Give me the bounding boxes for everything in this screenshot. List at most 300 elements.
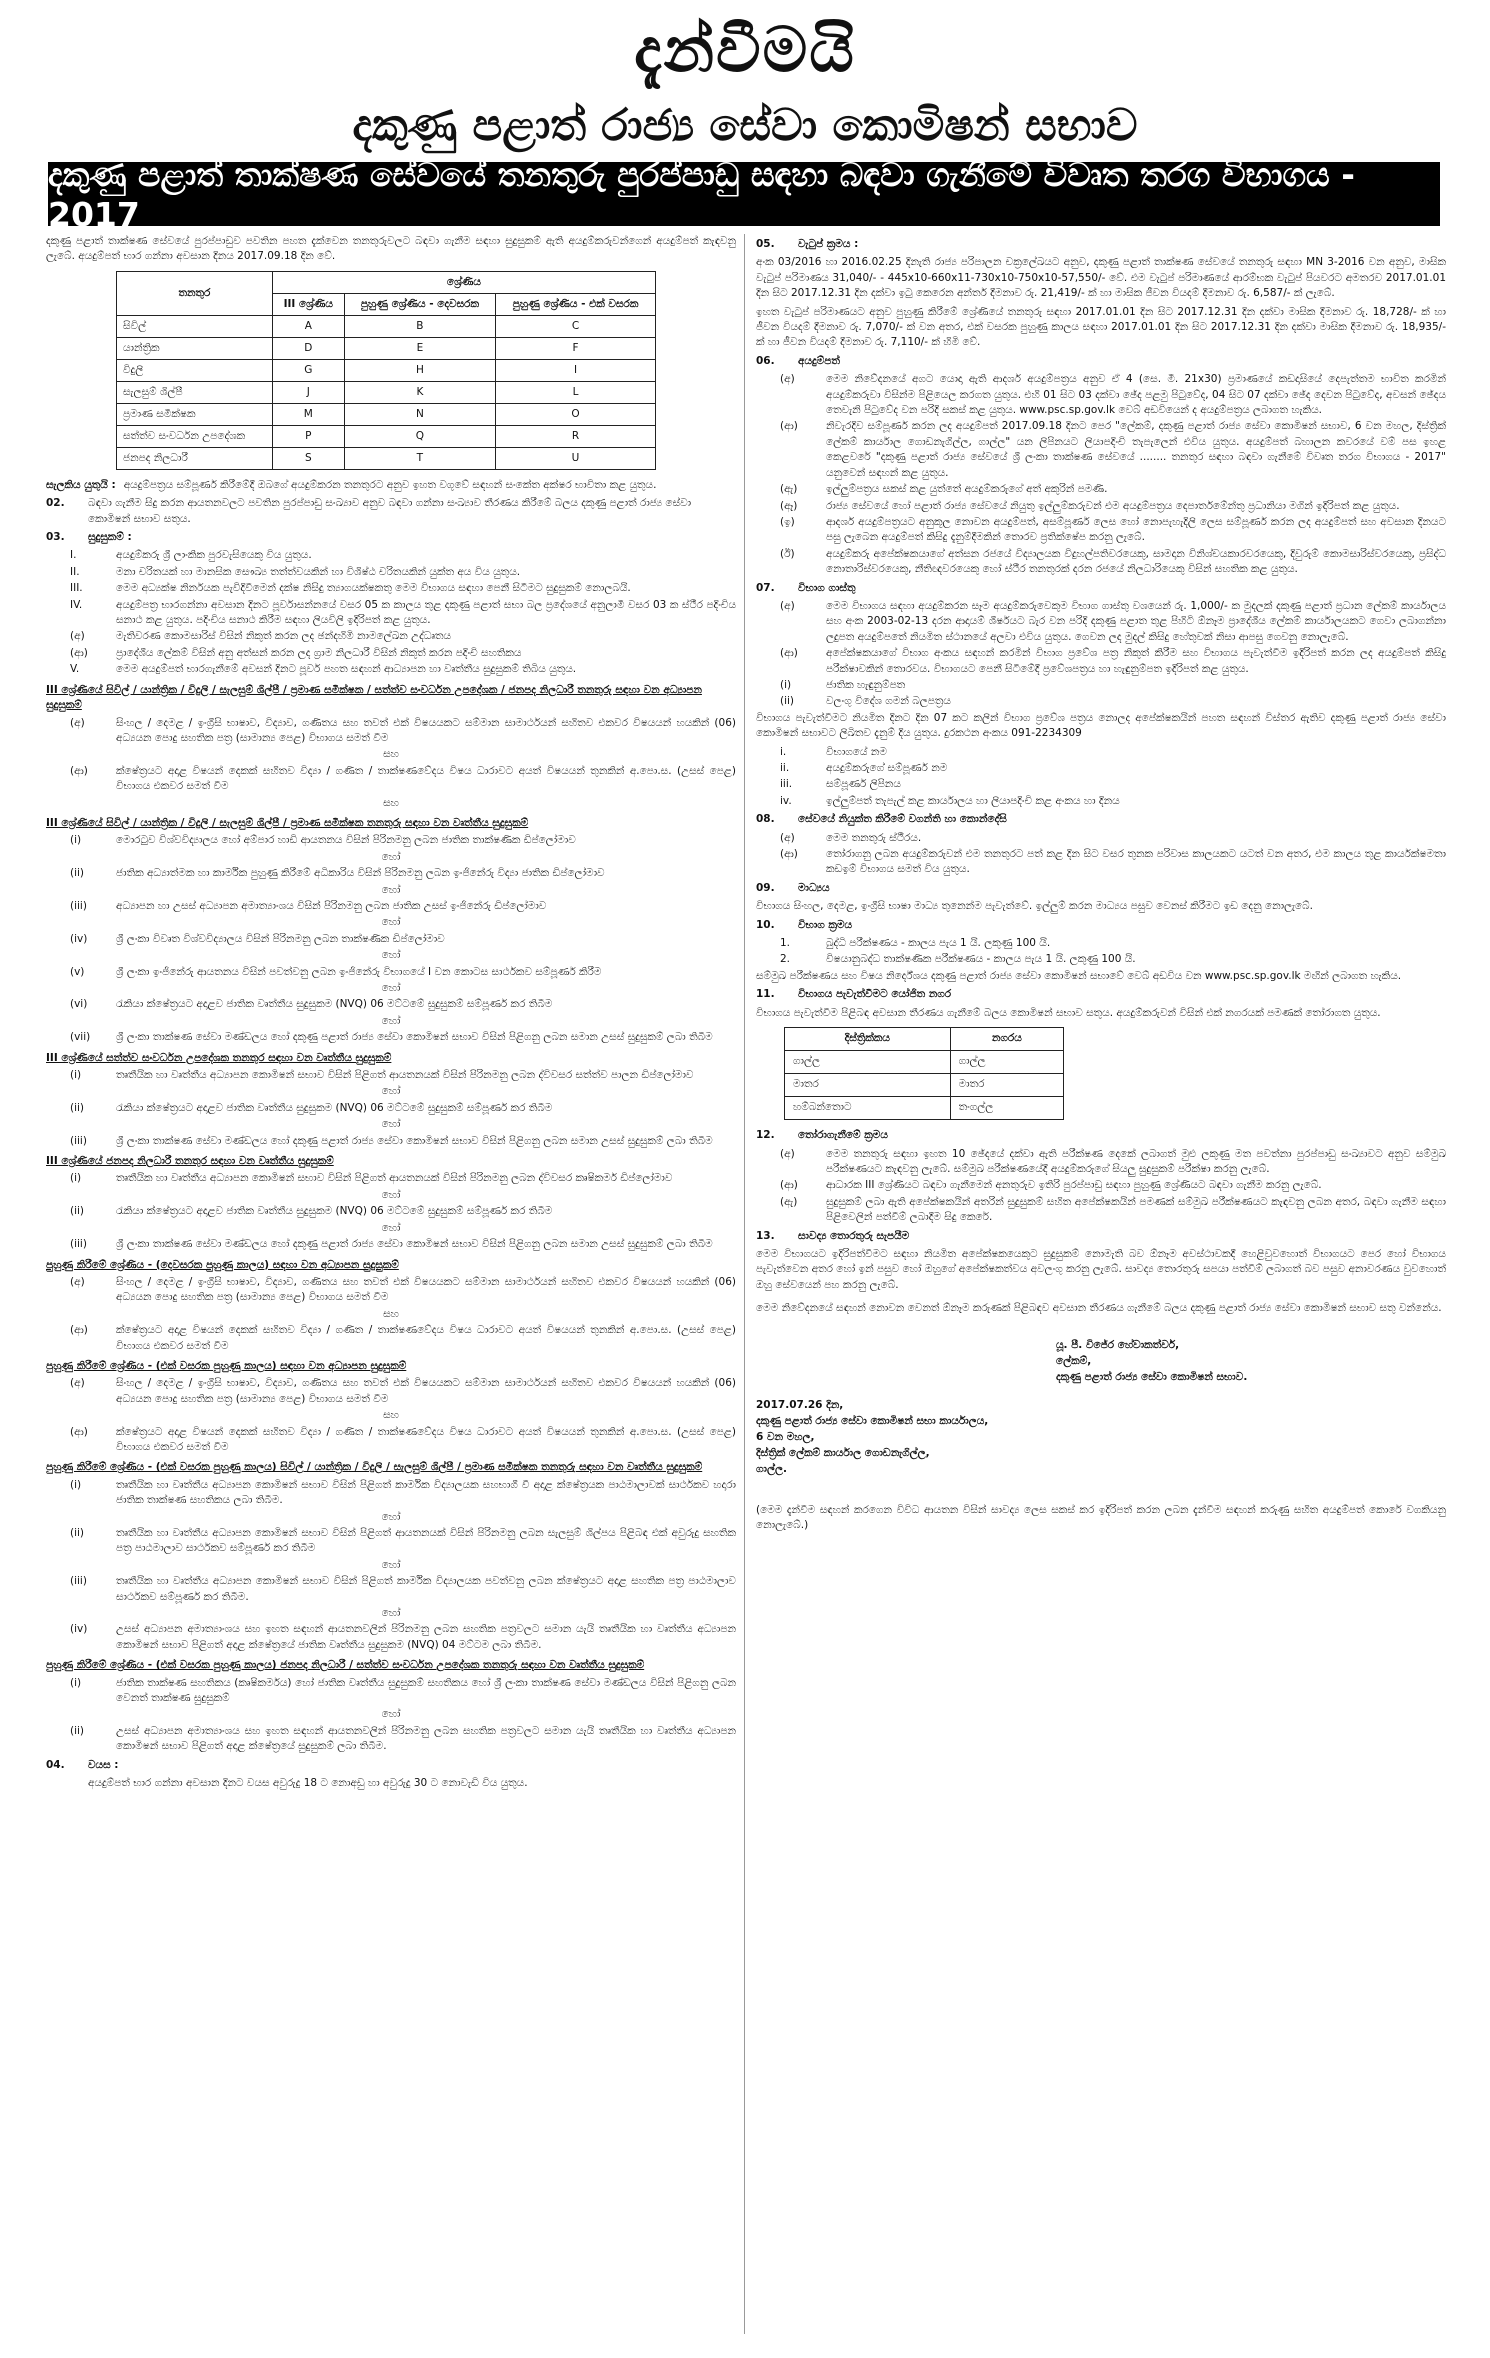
item-label: (අ) xyxy=(70,716,85,729)
grade-code-cell: R xyxy=(496,425,656,447)
exam-method-text: සම්මුඛ පරීක්ෂණය සහ විෂය නිර්දේශය දකුණු පළාත් රාජ්‍ය සේවා කොමිෂන් සභාවේ වෙබ් අඩවිය වන www.psc.sp.gov.lk මඟින් ලබාගත හැකිය. xyxy=(756,969,1402,982)
organization-title: දකුණු පළාත් රාජ්‍ය සේවා කොමිෂන් සභාව xyxy=(352,100,1138,151)
item-label: (vi) xyxy=(70,998,88,1011)
item-text: වලංගු විදේශ ගමන් බලපත්‍රය xyxy=(826,695,951,708)
section-13-number: 13. xyxy=(756,1229,775,1242)
grade-code-cell: C xyxy=(496,315,656,337)
item-text: විභාගයේ නම xyxy=(826,745,887,758)
list-item xyxy=(70,932,736,947)
section-03 xyxy=(46,530,736,545)
city-cell: තංගල්ල xyxy=(950,1097,1063,1120)
item-text: මෙම නිවේදනයේ අගට යොදා ඇති ආදර්ශ අයදුම්පත්‍රය අනුව ඒ 4 (සෙ. මී. 21x30) ප්‍රමාණයේ කඩදාසියේ දෙපැත්තම භාවිත කරමින් අයදුම්කරුවා විසින්ම පිළියෙල කරගත යුතුය. එහි 01 සිට 03 දක්වා ඡේද පළමු පිටුවේද, 04 සිට 07 දක්වා ඡේද දෙවන පිටුවේද, අවසන් ඡේදය තෙවැනි පිටුවේද වන පරිදි සකස් කළ යුතුය. www.psc.sp.gov.lk වෙබ් අඩවියෙන් ද අයදුම්පත්‍රය ලබාගත හැකිය. xyxy=(826,373,1446,417)
item-label: (i) xyxy=(70,1478,82,1491)
connector-word: හෝ xyxy=(381,949,401,962)
footnote: (මෙම දැන්වීම සඳහන් කරගෙන විවිධ ආයතන විසින් සාවද්‍ය ලෙස සකස් කර ඉදිරිපත් කරන ලබන දැන්වීම සඳහන් කරුණු සහිත අයදුම්පත් කොරේ වගකියනු නොලැබේ.) xyxy=(756,1503,1446,1531)
grade-code-cell: A xyxy=(272,315,344,337)
heading-h: පුහුණු කිරීමේ ශ්‍රේණිය - (එක් වසරක පුහුණු කාලය) ජනපද නිලධාරී / සත්ත්ව සංවර්ධන උපදේශක තනතුරු සඳහා වන වෘත්තීය සුදුසුකම් xyxy=(46,1659,645,1672)
item-text: බුද්ධි පරීක්ෂණය - කාලය පැය 1 යි. ලකුණු 100 යි. xyxy=(826,937,1051,950)
section-04-title: වයස : xyxy=(88,1758,119,1771)
connector-word: හෝ xyxy=(381,1708,401,1721)
connector-word: සහ xyxy=(383,1307,399,1320)
salary-paragraph-1: අංක 03/2016 හා 2016.02.25 දිනැති රාජ්‍ය පරිපාලන චක්‍රලේඛයට අනුව, දකුණු පළාත් තාක්ෂණ සේවයේ තනතුරු සඳහා MN 3-2016 වන අනුව, මාසික වැටුප් පරිමාණය 31,040/- - 445x10-660x11-730x10-750x10-57,550/- වේ. එම වැටුප් පරිමාණයේ ආරම්භක වැටුප් පියවරට අමතරව 2017.01.01 දින සිට 2017.12.31 දින දක්වා ඉටු කෙරෙන අන්තර් දීමනාව රු. 21,419/- ක් හා මාසික ජීවන වියදම් දීමනාව රු. 6,587/- ක් ලැබේ. xyxy=(756,256,1446,300)
item-text: තෘතීයික හා වෘත්තීය අධ්‍යාපන කොමිෂන් සභාව විසින් පිළිගත් කාර්මික විද්‍යාලයක සහභාගී වී අදාළ ක්ෂේත්‍රයක පාඨමාලාවක් සාර්ථකව හදාරා ජාතික තාක්ෂණ සහතිකය ලබා තිබීම. xyxy=(116,1478,736,1507)
signatory-org: දකුණු පළාත් රාජ්‍ය සේවා කොමිෂන් සභාව. xyxy=(1056,1370,1248,1383)
item-text: රැකියා ක්ෂේත්‍රයට අදාළව ජාතික වෘත්තීය සුදුසුකම (NVQ) 06 මට්ටමේ සුදුසුකම් සම්පූර්ණ කර තිබීම xyxy=(116,1205,553,1218)
list-b xyxy=(46,833,736,1045)
post-cell: සිවිල් xyxy=(117,315,273,337)
grade-row xyxy=(117,315,656,337)
item-label: i. xyxy=(780,745,787,758)
item-label: (ii) xyxy=(70,867,85,880)
list-item xyxy=(70,1478,736,1509)
connector-word: හෝ xyxy=(381,1085,401,1098)
list-item xyxy=(780,745,1446,760)
item-text: ක්ෂේත්‍රයට අදාළ විෂයන් දෙකක් සහිතව විද්‍යා / ගණිත / තාක්ෂණවේදය විෂය ධාරාවට අයත් විෂයයන් තුනකින් අ.පො.ස. (උසස් පෙළ) විභාගය එකවර සමත් වීම xyxy=(116,1425,736,1453)
list-item xyxy=(780,1178,1446,1193)
closing-text: මෙම නිවේදනයේ සඳහන් නොවන වෙනත් ඕනෑම කරුණක් පිළිබඳව අවසාන තීරණය ගැනීමේ බලය දකුණු පළාත් රාජ්‍ය සේවා කොමිෂන් සභාව සතු වන්නේය. xyxy=(756,1302,1442,1315)
district-cell: හම්බන්තොට xyxy=(785,1097,951,1120)
list-item xyxy=(70,581,736,596)
list-h xyxy=(46,1676,736,1755)
item-label: III. xyxy=(70,582,83,595)
district-cell: ගාල්ල xyxy=(785,1051,951,1074)
grade-row xyxy=(117,359,656,381)
item-text: විෂයානුබද්ධ තාක්ෂණික පරීක්ෂණය - කාලය පැය 1 යි. ලකුණු 100 යි. xyxy=(826,953,1136,966)
grade-code-cell: U xyxy=(496,447,656,469)
selection-list xyxy=(756,1147,1446,1226)
grade-code-cell: H xyxy=(344,359,495,381)
item-label: (ii) xyxy=(70,1724,85,1737)
item-text: මනා චරිතයක් හා මානසික සෞඛ්‍ය තත්ත්වයකින් හා විශිෂ්ඨ චරිතයකින් යුක්ත අය විය යුතුය. xyxy=(116,565,521,578)
list-item xyxy=(70,1275,736,1306)
section-07-title: විභාග ගාස්තු xyxy=(798,581,856,594)
grade-code-cell: L xyxy=(496,381,656,403)
grade-col-1: III ශ්‍රේණිය xyxy=(272,293,344,315)
masthead xyxy=(0,0,1490,156)
item-label: (ii) xyxy=(780,695,795,708)
list-item xyxy=(70,1030,736,1045)
item-label: (ආ) xyxy=(780,1179,798,1192)
list-item xyxy=(780,547,1446,578)
item-text: අයදුම්පත්‍ර භාරගන්නා අවසාන දිනට පූර්වාසන්නයේ වසර 05 ක කාලය තුළ දකුණු පළාත් සභා බල ප්‍රදේශයේ අනුලාමී වසර 03 ක ස්ථීර පදිංචිය සනාථ කළ යුතුය. පදිංචිය සනාථ කිරීම සඳහා ලියවිලි ඉදිරිපත් කළ යුතුය. xyxy=(116,598,736,627)
item-label: II. xyxy=(70,565,80,578)
grade-group-header: ශ්‍රේණිය xyxy=(272,271,655,293)
item-label: (ඇ) xyxy=(780,483,798,496)
list-item xyxy=(780,694,1446,709)
list-item xyxy=(70,965,736,980)
connector-word: හෝ xyxy=(381,1607,401,1620)
item-text: අයදුම්කරුගේ සම්පූර්ණ නම xyxy=(826,762,948,774)
post-cell: ප්‍රමාණ සමීක්ෂක xyxy=(117,403,273,425)
conditions-list xyxy=(756,831,1446,878)
connector-word: සහ xyxy=(383,1409,399,1422)
item-label: (ආ) xyxy=(780,848,798,861)
section-11 xyxy=(756,987,1446,1002)
column-divider xyxy=(744,234,745,2334)
grade-code-cell: O xyxy=(496,403,656,425)
list-item xyxy=(780,1147,1446,1178)
list-e xyxy=(46,1275,736,1354)
item-label: (අ) xyxy=(780,1147,795,1160)
item-text: තෝරාගනු ලබන අයදුම්කරුවන් එම තනතුරට පත් කළ දින සිට වසර තුනක පරිවාස කාලයකට යටත් වන අතර, එම කාලය තුළ කාර්යක්ෂමතා කඩඉම් විභාගය සමත් විය යුතුය. xyxy=(826,848,1446,876)
item-label: (අ) xyxy=(780,831,795,844)
item-text: සම්පූර්ණ ලිපිනය xyxy=(826,778,901,791)
list-item xyxy=(70,646,736,661)
exam-cities-text: විභාගය පැවැත්වීම පිළිබඳ අවසාන තීරණය ගැනීමේ බලය කොමිෂන් සභාව සතුය. අයදුම්කරුවන් විසින් එක් නගරයක් පමණක් තෝරාගත යුතුය. xyxy=(756,1006,1381,1019)
heading-b: III ශ්‍රේණියේ සිවිල් / යාන්ත්‍රික / විදුලි / සැලසුම් ශිල්පී / ප්‍රමාණ සමීක්ෂක තනතුරු සඳහා වන වෘත්තීය සුදුසුකම් xyxy=(46,816,529,829)
list-item xyxy=(780,777,1446,792)
section-07 xyxy=(756,581,1446,596)
item-text: අපේක්ෂකයාගේ විභාග අංකය සඳහන් කරමින් විභාග ප්‍රවේශ පත්‍ර නිකුත් කිරීම සහ විභාගය පැවැත්වීම ඉදිරිපත් කරන ලද අයදුම්පත් කිසිදු පරීක්ෂාවකින් තොරවය. විභාගයට පෙනී සිටීමේදී ප්‍රවේශපත්‍රය හා හැඳුනුම්පත ඉදිරිපත් කළ යුතුය. xyxy=(826,647,1446,675)
list-item xyxy=(780,831,1446,846)
item-text: මැතිවරණ කොමසාරිස් විසින් නිකුත් කරන ලද ඡන්දහිමි නාමලේඛන උද්ධෘතය xyxy=(116,630,452,643)
list-item xyxy=(780,372,1446,418)
section-03-title: සුදුසුකම් : xyxy=(88,531,132,544)
post-cell: සත්ත්ව සංවර්ධන උපදේශක xyxy=(117,425,273,447)
grade-code-cell: D xyxy=(272,337,344,359)
item-text: ශ්‍රී ලංකා තාක්ෂණ සේවා මණ්ඩලය හෝ දකුණු පළාත් රාජ්‍ය සේවා කොමිෂන් සභාව විසින් පිළිගනු ලබන සමාන උසස් සුදුසුකම් ලබා තිබීම xyxy=(116,1031,713,1044)
item-label: (ඈ) xyxy=(780,499,798,512)
district-cell: මාතර xyxy=(785,1074,951,1097)
item-label: (ii) xyxy=(70,1101,85,1114)
item-label: (ආ) xyxy=(70,1425,88,1438)
item-text: මෙම අධ්‍යක්ෂ නිර්නයක පැවිදිවීමෙන් දක්ෂ නිසිදු ත්‍යාගයක්ෂකතු මෙම විභාගය සඳහා පෙනී සිටීමට සුදුසුකම් නොලබයි. xyxy=(116,582,631,595)
heading-a: III ශ්‍රේණියේ සිවිල් / යාන්ත්‍රික / විදුලි / සැලසුම් ශිල්පී / ප්‍රමාණ සමීක්ෂක / සත්ත්ව සංවර්ධන උපදේශක / ජනපද නිලධාරී තනතුරු සඳහා වන අධ්‍යාපන සුදුසුකම් xyxy=(46,683,702,712)
admission-details-list xyxy=(756,745,1446,810)
list-item xyxy=(70,1622,736,1653)
signatory-name: යූ. පී. විජේර හේවාකත්වර්, xyxy=(1056,1338,1180,1351)
item-label: (i) xyxy=(780,678,792,691)
item-label: (iv) xyxy=(70,1623,88,1636)
item-label: (ඉ) xyxy=(780,515,795,528)
grade-code-cell: T xyxy=(344,447,495,469)
item-text: සිංහල / දෙමළ / ඉංග්‍රීසි භාෂාව, විද්‍යාව, ගණිතය සහ තවත් එක් විෂයයකට සම්මාන සාමාර්ථයන් සහිතව එකවර විෂයයන් හයකින් (06) අධ්‍යයන පොදු සහතික පත්‍ර (සාමාන්‍ය පෙළ) විභාගය සමත් වීම xyxy=(116,716,736,744)
list-item xyxy=(780,936,1446,951)
exam-banner-text: දකුණු පළාත් තාක්ෂණ සේවයේ තනතුරු පුරප්පාඩු සඳහා බඳවා ගැනීමේ විවෘත තරග විභාගය - 2017 xyxy=(48,154,1355,234)
list-item xyxy=(780,499,1446,514)
connector-word: හෝ xyxy=(381,982,401,994)
item-text: මෙම තනතුරු සඳහා ඉහත 10 ඡේදයේ දක්වා ඇති පරීක්ෂණ දෙකේ ලබාගත් මුළු ලකුණු මත පවත්නා පුරප්පාඩු සංඛ්‍යාවට අනුව සම්මුඛ පරීක්ෂණයට කැඳවනු ලැබේ. සම්මුඛ පරීක්ෂණයේදී අයදුම්කරුගේ සියලු සුදුසුකම් පරීක්ෂා කරනු ලැබේ. xyxy=(826,1147,1446,1175)
heading-c: III ශ්‍රේණියේ සත්ත්ව සංවර්ධන උපදේශක තනතුර සඳහා වන වෘත්තීය සුදුසුකම් xyxy=(46,1051,392,1064)
list-item xyxy=(780,482,1446,497)
section-11-number: 11. xyxy=(756,988,775,1001)
post-cell: යාන්ත්‍රික xyxy=(117,337,273,359)
exam-fee-list xyxy=(756,599,1446,710)
exam-method-list xyxy=(756,936,1446,968)
item-label: ii. xyxy=(780,762,790,774)
district-header: දිස්ත්‍රික්කය xyxy=(785,1028,951,1051)
list-g xyxy=(46,1478,736,1653)
connector-word: හෝ xyxy=(381,850,401,863)
left-column xyxy=(46,234,736,1795)
item-label: iii. xyxy=(780,778,793,791)
connector-word: හෝ xyxy=(381,1510,401,1523)
item-label: iv. xyxy=(780,794,792,807)
list-item xyxy=(70,1425,736,1456)
item-text: උසස් අධ්‍යාපන අමාත්‍යාංශය සහ ඉහත සඳහන් ආයතනවලින් පිරිනමනු ලබන සහතික පත්‍රවලට සමාන යැයි තෘතීයික හා වෘත්තීය අධ්‍යාපන කොමිෂන් සභාව පිළිගත් අදාළ ක්ෂේත්‍රයේ ජාතික වෘත්තීය සුදුසුකම (NVQ) 04 මට්ටම ලබා තිබීම. xyxy=(116,1623,736,1651)
item-text: ජාතික තාක්ෂණ සහතිකය (කෘෂිකර්මය) හෝ ජාතික වෘත්තීය සුදුසුකම් සහතිකය හෝ ශ්‍රී ලංකා තාක්ෂණ සේවා මණ්ඩලය විසින් පිළිගනු ලබන වෙනත් තාක්ෂණ සුදුසුකම් xyxy=(116,1676,736,1705)
item-text: ප්‍රාදේශීය ලේකම් විසින් අනු අත්සන් කරන ලද ග්‍රාම නිලධාරී විසින් නිකුත් කරන පදිංචි සහතිකය xyxy=(116,646,522,659)
page-title: දැන්වීමයි xyxy=(634,13,856,86)
item-text: ආධාරක III ශ්‍රේණියට බඳවා ගැනීමෙන් අනතුරුව ඉතිරි පුරප්පාඩු සඳහා පුහුණු ශ්‍රේණියට බඳවා ගැනීම කරනු ලැබේ. xyxy=(826,1179,1322,1192)
list-item xyxy=(780,952,1446,967)
connector-saha: සහ xyxy=(383,796,399,809)
item-text: ශ්‍රී ලංකා ඉංජිනේරු ආයතනය විසින් පවත්වනු ලබන ඉංජිනේරු විභාගයේ I වන කොටස සාර්ථකව සම්පූර්ණ කිරීම xyxy=(116,965,602,978)
item-label: (ii) xyxy=(70,1205,85,1218)
right-column xyxy=(756,234,1446,1536)
list-item xyxy=(70,598,736,629)
grade-code-cell: K xyxy=(344,381,495,403)
grade-code-cell: S xyxy=(272,447,344,469)
post-header: තනතුර xyxy=(117,271,273,315)
exam-banner xyxy=(48,154,1440,234)
grade-row xyxy=(117,337,656,359)
section-10-title: විභාග ක්‍රමය xyxy=(798,918,853,931)
section-06-title: අයදුම්පත් xyxy=(798,354,840,367)
grade-code-cell: F xyxy=(496,337,656,359)
item-text: මොරටුව විශ්වවිද්‍යාලය හෝ අම්පාර හාඩි ආයතනය විසින් පිරිනමනු ලබන ජාතික තාක්ෂණික ඩිප්ලෝමාව xyxy=(116,834,576,847)
intro-paragraph: දකුණු පළාත් තාක්ෂණ සේවයේ පුරප්පාඩුව පවතින පහත දැක්වෙන තනතුරුවලට බඳවා ගැනීම සඳහා සුදුසුකම් ඇති අයදුම්කරුවන්ගෙන් අයදුම්පත් කැඳවනු ලැබේ. අයදුම්පත් භාර ගන්නා අවසාන දිනය 2017.09.18 දින වේ. xyxy=(46,235,736,263)
section-08-number: 08. xyxy=(756,813,775,826)
item-text: ශ්‍රී ලංකා විවෘත විශ්වවිද්‍යාලය විසින් පිරිනමනු ලබන තාක්ෂණික ඩිප්ලෝමාව xyxy=(116,932,445,945)
admission-note: විභාගය පැවැත්වීමට නියමිත දිනට දින 07 කට කලින් විභාග ප්‍රවේශ පත්‍රය නොලද අපේක්ෂකයින් පහත සඳහන් විස්තර ඇතිව දකුණු පළාත් රාජ්‍ය සේවා කොමිෂන් සභාවට ලිඛිතව දැනුම් දිය යුතුය. දුරකථන අංකය 091-2234309 xyxy=(756,711,1446,740)
item-label: (iii) xyxy=(70,899,87,912)
grade-code-cell: B xyxy=(344,315,495,337)
grade-code-cell: J xyxy=(272,381,344,403)
grade-code-cell: N xyxy=(344,403,495,425)
item-text: නිවැරදිව සම්පූර්ණ කරන ලද අයදුම්පත් 2017.09.18 දිනට පෙර "ලේකම්, දකුණු පළාත් රාජ්‍ය සේවා කොමිෂන් සභාව, 6 වන මහල, දිස්ත්‍රික් ලේකම් කාර්යාල ගොඩනැගිල්ල, ගාල්ල" යන ලිපිනයට ලියාපදිංචි තැපැලෙන් එවිය යුතුය. අයදුම්පත් බහාලන කවරයේ වම් පස ඉහළ කෙළවරේ "දකුණු පළාත් රාජ්‍ය සේවයේ ශ්‍රී ලංකා තාක්ෂණ සේවයේ ........ තනතුර සඳහා බඳවා ගැනීමේ විවෘත තරග විභාගය - 2017" යනුවෙන් සඳහන් කළ යුතුය. xyxy=(826,420,1446,479)
list-item xyxy=(70,629,736,644)
list-item xyxy=(70,1101,736,1116)
item-text: ක්ෂේත්‍රයට අදාළ විෂයන් දෙකක් සහිතව විද්‍යා / ගණිත / තාක්ෂණවේදය විෂය ධාරාවට අයත් විෂයයන් තුනකින් අ.පො.ස. (උසස් පෙළ) විභාගය එකවර සමත් වීම xyxy=(116,764,736,793)
note-text: අයදුම්පත්‍රය සම්පූර්ණ කිරීමේදී ඔබගේ අයදුම්කරන තනතුරට අනුව ඉහත වගුවේ සඳහන් සංකේත අක්ෂර භාවිතා කළ යුතුය. xyxy=(123,478,657,491)
list-item xyxy=(70,565,736,580)
section-10 xyxy=(756,918,1446,933)
item-label: (iv) xyxy=(70,932,88,945)
list-item xyxy=(70,997,736,1012)
item-label: (ආ) xyxy=(70,764,88,777)
section-13-title: සාවද්‍ය තොරතුරු සැපයීම xyxy=(798,1229,910,1242)
item-text: රැකියා ක්ෂේත්‍රයට අදාළව ජාතික වෘත්තීය සුදුසුකම (NVQ) 06 මට්ටමේ සුදුසුකම් සම්පූර්ණ කර තිබීම xyxy=(116,998,553,1011)
item-label: (අ) xyxy=(70,1377,85,1390)
item-label: (ආ) xyxy=(70,646,88,659)
item-label: (අ) xyxy=(780,373,795,386)
list-item xyxy=(70,662,736,677)
item-label: (ආ) xyxy=(780,420,798,433)
section-04 xyxy=(46,1758,736,1773)
section-08 xyxy=(756,812,1446,827)
item-text: ශ්‍රී ලංකා තාක්ෂණ සේවා මණ්ඩලය හෝ දකුණු පළාත් රාජ්‍ය සේවා කොමිෂන් සභාව විසින් පිළිගනු ලබන සමාන උසස් සුදුසුකම් ලබා තිබීම xyxy=(116,1134,713,1147)
district-row xyxy=(785,1074,1064,1097)
grade-row xyxy=(117,447,656,469)
item-label: (i) xyxy=(70,834,82,847)
list-item xyxy=(780,847,1446,878)
item-text: අයදුම්කරු ශ්‍රී ලාංකික පුරවැසියෙකු විය යුතුය. xyxy=(116,549,312,562)
district-row xyxy=(785,1051,1064,1074)
item-text: තෘතීයික හා වෘත්තීය අධ්‍යාපන කොමිෂන් සභාව විසින් පිළිගත් ආයතනයක් විසින් පිරිනමනු ලබන ද්විවසර කෘෂිකර්ම ඩිප්ලෝමාව xyxy=(116,1172,673,1185)
list-item xyxy=(70,764,736,795)
item-text: ජාතික අධ්‍යාත්මක හා කාර්මික පුහුණු කිරීමේ අධිකාරිය විසින් පිරිනමනු ලබන ඉංජිනේරු විද්‍යා ජාතික ඩිප්ලෝමාව xyxy=(116,867,605,880)
item-label: (i) xyxy=(70,1172,82,1185)
post-cell: සැලසුම් ශිල්පී xyxy=(117,381,273,403)
item-text: ජාතික හැඳුනුම්පත xyxy=(826,678,906,691)
connector-word: හෝ xyxy=(381,1221,401,1234)
list-item xyxy=(70,1237,736,1252)
section-05 xyxy=(756,237,1446,252)
grade-row xyxy=(117,403,656,425)
item-text: රැකියා ක්ෂේත්‍රයට අදාළව ජාතික වෘත්තීය සුදුසුකම (NVQ) 06 මට්ටමේ සුදුසුකම් සම්පූර්ණ කර තිබීම xyxy=(116,1101,553,1114)
medium-text: විභාගය සිංහල, දෙමළ, ඉංග්‍රීසි භාෂා මාධ්‍ය තුනෙන්ම පැවැත්වේ. ඉල්ලුම් කරන මාධ්‍යය පසුව වෙනස් කිරීමට ඉඩ දෙනු නොලැබේ. xyxy=(756,900,1314,913)
signature-block xyxy=(756,1337,1446,1477)
item-label: IV. xyxy=(70,598,83,611)
connector-word: හෝ xyxy=(381,1118,401,1131)
item-text: ආදර්ශ අයදුම්පත්‍රයට අනුකූල නොවන අයදුම්පත්, අසම්පූර්ණ ලෙස හෝ නොපැහැදිලි ලෙස සම්පූර්ණ කරන ලද අයදුම්පත් සහ අවසාන දිනයට පසු ලැබෙන අයදුම්පත් කිසිදු දැනුම්දීමකින් තොරව ප්‍රතික්ෂේප කරනු ලැබේ. xyxy=(826,515,1446,544)
section-06-number: 06. xyxy=(756,354,775,367)
age-text: අයදුම්පත් භාර ගන්නා අවසාන දිනට වයස අවුරුදු 18 ට නොඅඩු හා අවුරුදු 30 ට නොවැඩි විය යුතුය. xyxy=(88,1777,528,1790)
item-label: (ඇ) xyxy=(780,1195,798,1208)
grade-col-3: පුහුණු ශ්‍රේණිය - එක් වසරක xyxy=(496,293,656,315)
section-07-number: 07. xyxy=(756,581,775,594)
item-text: තෘතීයික හා වෘත්තීය අධ්‍යාපන කොමිෂන් සභාව විසින් පිළිගත් ආයතනයක් විසින් පිරිනමනු ලබන ද්විවසර සත්ත්ව පාලන ඩිප්ලෝමාව xyxy=(116,1069,694,1082)
item-label: (i) xyxy=(70,1069,82,1082)
list-item xyxy=(70,1134,736,1149)
list-c xyxy=(46,1068,736,1149)
list-item xyxy=(70,1526,736,1557)
item-text: ක්ෂේත්‍රයට අදාළ විෂයන් දෙකක් සහිතව විද්‍යා / ගණිත / තාක්ෂණවේදය විෂය ධාරාවට අයත් විෂයයන් තුනකින් අ.පො.ස. (උසස් පෙළ) විභාගය එකවර සමත් වීම xyxy=(116,1324,736,1352)
note-label: සැලකිය යුතුයි : xyxy=(46,478,116,491)
false-info-text: මෙම විභාගයට ඉදිරිපත්වීමට සඳහා නියමිත අපේක්ෂකයෙකුට සුදුසුකම් නොමැති බව ඕනෑම අවස්ථාවකදී හෙළිවුවහොත් විභාගයට පෙර හෝ විභාගය පැවැත්වෙන අතර හෝ ඉන් පසුව හෝ ඔහුගේ අපේක්ෂකත්වය අවලංගු කරනු ලැබේ. සාවද්‍ය තොරතුරු සපයා පත්වීම් ලබාගත් බව පසුව අනාවරණය වුවහොත් ඔහු සේවයෙන් පහ කරනු ලැබේ. xyxy=(756,1247,1446,1291)
list-item xyxy=(70,1068,736,1083)
city-header: නගරය xyxy=(950,1028,1063,1051)
list-item xyxy=(780,419,1446,481)
item-label: (i) xyxy=(70,1676,82,1689)
item-label: I. xyxy=(70,549,77,562)
list-item xyxy=(780,646,1446,677)
list-item xyxy=(70,866,736,881)
address-line-3: දිස්ත්‍රික් ලේකම් කාර්යාල ගොඩනැගිල්ල, xyxy=(756,1446,930,1459)
address-line-1: දකුණු පළාත් රාජ්‍ය සේවා කොමිෂන් සභා කාර්යාලය, xyxy=(756,1414,989,1427)
post-cell: ජනපද නිලධාරී xyxy=(117,447,273,469)
grade-rows xyxy=(117,315,656,469)
item-label: (අ) xyxy=(70,1275,85,1288)
item-label: 2. xyxy=(780,953,791,966)
city-cell: මාතර xyxy=(950,1074,1063,1097)
item-text: රාජ්‍ය සේවයේ හෝ පළාත් රාජ්‍ය සේවයේ නියුතු ඉල්ලුම්කරුවන් එම අයදුම්පත්‍රය දෙපාර්තමේන්තු ප්‍රධානියා මගින් ඉදිරිපත් කළ යුතුය. xyxy=(826,499,1400,512)
section-12 xyxy=(756,1128,1446,1143)
list-item xyxy=(70,716,736,747)
posts-grades-table xyxy=(116,271,656,470)
section-06 xyxy=(756,354,1446,369)
section-13 xyxy=(756,1229,1446,1244)
signatory-role: ලේකම්, xyxy=(1056,1354,1092,1367)
connector-word: හෝ xyxy=(381,916,401,929)
list-item xyxy=(70,1724,736,1755)
item-text: ඉල්ලුම්පත් තැපැල් කළ කාර්යාලය හා ලියාපදිංචි කළ අංකය හා දිනය xyxy=(826,794,1120,807)
item-label: (අ) xyxy=(780,599,795,612)
connector-word: හෝ xyxy=(381,1558,401,1571)
list-item xyxy=(780,599,1446,645)
address-line-4: ගාල්ල. xyxy=(756,1462,787,1475)
section-08-title: සේවයේ නියුක්ත කිරීමේ වගන්ති හා කොන්දේසි xyxy=(798,813,1007,826)
list-item xyxy=(780,678,1446,693)
note xyxy=(46,478,736,493)
section-05-title: වැටුප් ක්‍රමය : xyxy=(798,238,859,250)
heading-f: පුහුණු කිරීමේ ශ්‍රේණිය - (එක් වසරක පුහුණු කාලය) සඳහා වන අධ්‍යාපන සුදුසුකම් xyxy=(46,1359,407,1372)
connector-word: සහ xyxy=(383,748,399,761)
connector-word: හෝ xyxy=(381,1188,401,1201)
city-cell: ගාල්ල xyxy=(950,1051,1063,1074)
item-label: (iii) xyxy=(70,1575,87,1588)
grade-code-cell: P xyxy=(272,425,344,447)
item-label: (v) xyxy=(70,965,85,978)
list-a xyxy=(46,716,736,795)
item-text: මෙම අයදුම්පත් භාරගැනීමේ අවසන් දිනට පූර්ව පහත සඳහන් ආධ්‍යාපන හා වෘත්තීය සුදුසුකම් තිබිය යුතුය. xyxy=(116,663,577,676)
section-03-number: 03. xyxy=(46,531,65,544)
item-text: ශ්‍රී ලංකා තාක්ෂණ සේවා මණ්ඩලය හෝ දකුණු පළාත් රාජ්‍ය සේවා කොමිෂන් සභාව විසින් පිළිගනු ලබන සමාන උසස් සුදුසුකම් ලබා තිබීම xyxy=(116,1238,713,1251)
item-label: (iii) xyxy=(70,1134,87,1147)
item-text: මෙම විභාගය සඳහා අයදුම්කරන සෑම අයදුම්කරුවෙකුම විභාග ගාස්තු වශයෙන් රු. 1,000/- ක මුදලක් දකුණු පළාත් ප්‍රධාන ලේකම් කාර්යාලය සහ අංක 2003-02-13 දරන ආදායම් ශීර්ෂයට බැර වන පරිදි දකුණු පළාත තුළ පිහිටි ඕනෑම ප්‍රාදේශීය ලේකම් කාර්යාලයකට ගෙවා ලබාගන්නා ලදුපත අයදුම්පතේ නියමිත ස්ථානයේ අලවා එවිය යුතුය. ගෙවන ලද මුදල් කිසිදු හේතුවක් නිසා ආපසු ගෙවනු නොලැබේ. xyxy=(826,599,1446,643)
signatory xyxy=(1056,1337,1446,1385)
section-09-number: 09. xyxy=(756,881,775,894)
section-04-number: 04. xyxy=(46,1758,65,1771)
list-item xyxy=(780,1195,1446,1226)
item-label: (ආ) xyxy=(70,1324,88,1337)
grade-code-cell: E xyxy=(344,337,495,359)
section-02-number: 02. xyxy=(46,497,65,510)
item-label: (ii) xyxy=(70,1527,85,1539)
item-text: සුදුසුකම් ලබා ඇති අපේක්ෂකයින් අතරින් සුදුසුකම් සහිත අපේක්ෂකයින් පමණක් සම්මුඛ පරීක්ෂණයට කැඳවනු ලබන අතර, බඳවා ගැනීම සඳහා පිළිවෙලින් පත්වීම් ලබාදීම සිදු කෙරේ. xyxy=(826,1195,1446,1224)
item-label: (iii) xyxy=(70,1238,87,1251)
exam-cities-table xyxy=(784,1027,1064,1120)
applications-list xyxy=(756,372,1446,577)
item-text: සිංහල / දෙමළ / ඉංග්‍රීසි භාෂාව, විද්‍යාව, ගණිතය සහ තවත් එක් විෂයයකට සම්මාන සාමාර්ථයන් සහිතව එකවර විෂයයන් හයකින් (06) අධ්‍යයන පොදු සහතික පත්‍ර (සාමාන්‍ය පෙළ) විභාගය සමත් වීම xyxy=(116,1275,736,1304)
section-12-title: තෝරාගැනීමේ ක්‍රමය xyxy=(798,1129,888,1142)
heading-d: III ශ්‍රේණියේ ජනපද නිලධාරී තනතුර සඳහා වන වෘත්තීය සුදුසුකම් xyxy=(46,1155,334,1168)
list-item xyxy=(780,515,1446,546)
item-text: ඉල්ලුම්පත්‍රය සකස් කළ යුත්තේ අයදුම්කරුගේ අත් අකුරින් පමණි. xyxy=(826,483,1108,496)
item-text: සිංහල / දෙමළ / ඉංග්‍රීසි භාෂාව, විද්‍යාව, ගණිතය සහ තවත් එක් විෂයයකට සම්මාන සාමාර්ථයන් සහිතව එකවර විෂයයන් හයකින් (06) අධ්‍යයන පොදු සහතික පත්‍ර (සාමාන්‍ය පෙළ) විභාගය සමත් වීම xyxy=(116,1377,736,1405)
item-text: අයදුම්කරු අපේක්ෂකයාගේ අත්සන රජයේ විද්‍යාලයක විදුහල්පතිවරයෙකු, සාමදාන විනිශ්චයකාරවරයෙකු, දිවුරුම් කොමසාරිස්වරයෙකු, ප්‍රසිද්ධ නොතාරිස්වරයෙකු, නීතිඥවරයෙකු හෝ ස්ථීර තනතුරක් දරන රජයේ නිලධාරියෙකු විසින් සහතික කළ යුතුය. xyxy=(826,547,1446,576)
section-09-title: මාධ්‍යය xyxy=(798,881,830,894)
address-line-2: 6 වන මහල, xyxy=(756,1430,815,1443)
section-12-number: 12. xyxy=(756,1129,775,1142)
list-item xyxy=(70,1676,736,1707)
grade-row xyxy=(117,425,656,447)
list-item xyxy=(70,1171,736,1186)
item-text: උසස් අධ්‍යාපන අමාත්‍යාංශය සහ ඉහත සඳහන් ආයතනවලින් පිරිනමනු ලබන සහතික පත්‍රවලට සමාන යැයි තෘතීයික හා වෘත්තීය අධ්‍යාපන කොමිෂන් සභාව පිළිගත් අදාළ ක්ෂේත්‍රයේ සුදුසුකම් ලබා තිබීම. xyxy=(116,1724,736,1753)
item-text: තෘතීයික හා වෘත්තීය අධ්‍යාපන කොමිෂන් සභාව විසින් පිළිගත් කාර්මික විද්‍යාලයක පවත්වනු ලබන ක්ෂේත්‍රයට අදාළ සහතික පත්‍ර පාඨමාලාව සාර්ථකව සම්පූර්ණ කර තිබීම. xyxy=(116,1575,736,1603)
list-d xyxy=(46,1171,736,1252)
item-label: (ආ) xyxy=(780,647,798,660)
item-label: V. xyxy=(70,663,80,676)
grade-row xyxy=(117,381,656,403)
item-label: (ඊ) xyxy=(780,547,795,560)
item-label: (vii) xyxy=(70,1031,91,1044)
list-item xyxy=(70,899,736,914)
grade-code-cell: I xyxy=(496,359,656,381)
section-09 xyxy=(756,881,1446,896)
list-item xyxy=(70,1574,736,1605)
grade-code-cell: M xyxy=(272,403,344,425)
list-item xyxy=(70,1204,736,1219)
salary-paragraph-2: ඉහත වැටුප් පරිමාණයට අනුව පුහුණු කිරීමේ ශ්‍රේණියේ තනතුරු සඳහා 2017.01.01 දින සිට 2017.12.31 දින දක්වා මාසික දීමනාව රු. 18,728/- ක් හා ජීවන වියදම් දීමනාව රු. 7,070/- ක් වන අතර, එක් වසරක පුහුණු කාලය සඳහා 2017.01.01 දින සිට 2017.12.31 දින දක්වා මාසික දීමනාව රු. 18,935/- ක් හා ජීවන වියදම් දීමනාව රු. 7,110/- ක් හිමි වේ. xyxy=(756,305,1446,349)
connector-word: හෝ xyxy=(381,1014,401,1027)
list-item xyxy=(70,1323,736,1354)
item-text: අධ්‍යාපන හා උසස් අධ්‍යාපන අමාත්‍යාංශය විසින් පිරිනමනු ලබන ජාතික උසස් ඉංජිනේරු ඩිප්ලෝමාව xyxy=(116,899,547,912)
section-02-text: බඳවා ගැනීම සිදු කරන ආයතනවලට පවතින පුරප්පාඩු සංඛ්‍යාව අනුව බඳවා ගන්නා සංඛ්‍යාව තීරණය කිරීමේ බලය දකුණු පළාත් රාජ්‍ය සේවා කොමිෂන් සභාව සතුය. xyxy=(88,497,692,525)
section-05-number: 05. xyxy=(756,238,775,250)
section-11-title: විභාගය පැවැත්වීමට යෝජිත නගර xyxy=(798,988,952,1001)
